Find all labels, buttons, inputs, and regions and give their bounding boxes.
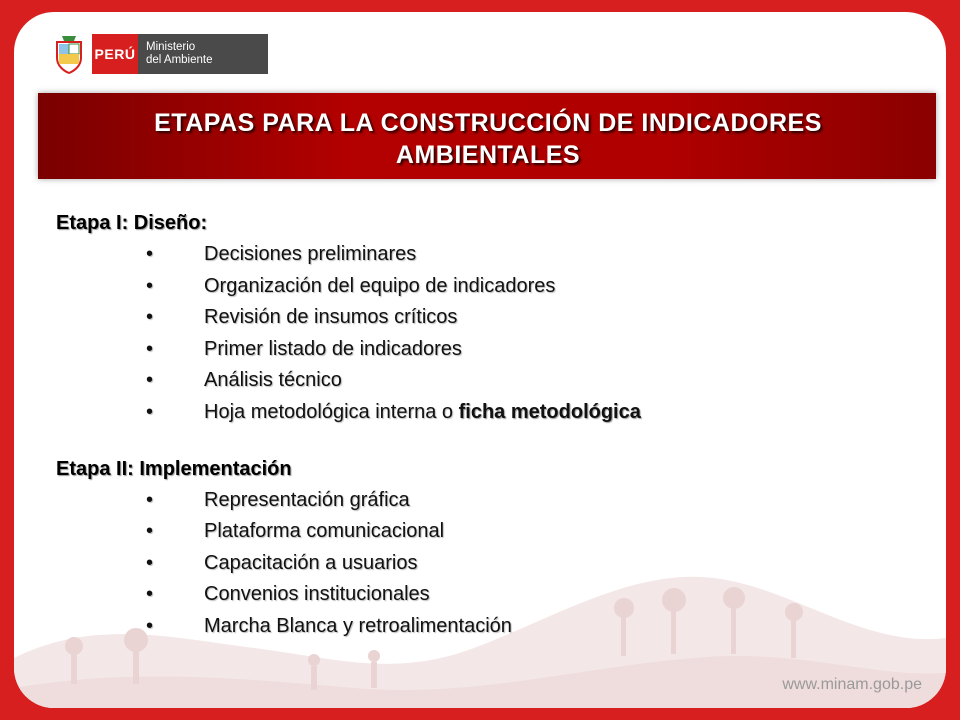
bullet-icon: •	[146, 583, 154, 606]
bullet-icon: •	[146, 400, 154, 423]
bullet-icon: •	[146, 369, 154, 392]
list-item-text: Capacitación a usuarios	[204, 551, 418, 574]
stage-title: Etapa I: Diseño:	[56, 212, 208, 234]
slide-title-line2: AMBIENTALES	[395, 141, 581, 169]
list-item	[56, 271, 916, 303]
bullet-icon: •	[146, 551, 154, 574]
list-item	[56, 239, 916, 271]
stage-implementation	[56, 453, 916, 643]
ministry-name-line1: Ministerio	[146, 41, 196, 53]
title-banner	[38, 93, 936, 179]
list-item-text: Plataforma comunicacional	[204, 520, 445, 543]
list-item-text: Decisiones preliminares	[204, 243, 417, 265]
footer-url: www.minam.gob.pe	[782, 676, 922, 693]
list-item	[56, 397, 916, 429]
list-item	[56, 334, 916, 366]
list-item-emphasis: ficha metodológica	[458, 400, 641, 423]
stage-items-list	[56, 239, 916, 429]
list-item-text: Primer listado de indicadores	[204, 337, 462, 360]
bullet-icon: •	[146, 614, 154, 637]
list-item-text: Organización del equipo de indicadores	[204, 274, 556, 297]
list-item	[56, 302, 916, 334]
ministry-name-line2: del Ambiente	[146, 54, 213, 66]
coat-of-arms-icon	[52, 31, 86, 77]
bullet-icon: •	[146, 306, 154, 329]
stage-design	[56, 207, 916, 429]
slide-title	[88, 107, 888, 171]
ministry-name	[138, 34, 268, 74]
list-item	[56, 485, 916, 517]
bullet-icon: •	[146, 274, 154, 297]
list-item	[56, 548, 916, 580]
list-item	[56, 365, 916, 397]
list-item-text: Marcha Blanca y retroalimentación	[204, 614, 512, 637]
bullet-icon: •	[146, 243, 154, 265]
list-item	[56, 516, 916, 548]
stage-items-list	[56, 485, 916, 643]
slide-title-line1: ETAPAS PARA LA CONSTRUCCIÓN DE INDICADORES	[154, 109, 822, 137]
bullet-icon: •	[146, 520, 154, 543]
stage-spacer	[56, 429, 916, 453]
stages-content	[56, 207, 916, 643]
bullet-icon: •	[146, 337, 154, 360]
list-item-text: Hoja metodológica interna o	[204, 400, 459, 423]
list-item	[56, 611, 916, 643]
list-item	[56, 579, 916, 611]
bullet-icon: •	[146, 488, 154, 511]
country-label: PERÚ	[92, 34, 138, 74]
ministry-logo	[52, 28, 268, 80]
list-item-text: Representación gráfica	[204, 488, 410, 511]
list-item-text: Convenios institucionales	[204, 583, 430, 606]
list-item-text: Análisis técnico	[204, 369, 342, 392]
list-item-text: Revisión de insumos críticos	[204, 306, 458, 329]
stage-title: Etapa II: Implementación	[56, 457, 292, 480]
